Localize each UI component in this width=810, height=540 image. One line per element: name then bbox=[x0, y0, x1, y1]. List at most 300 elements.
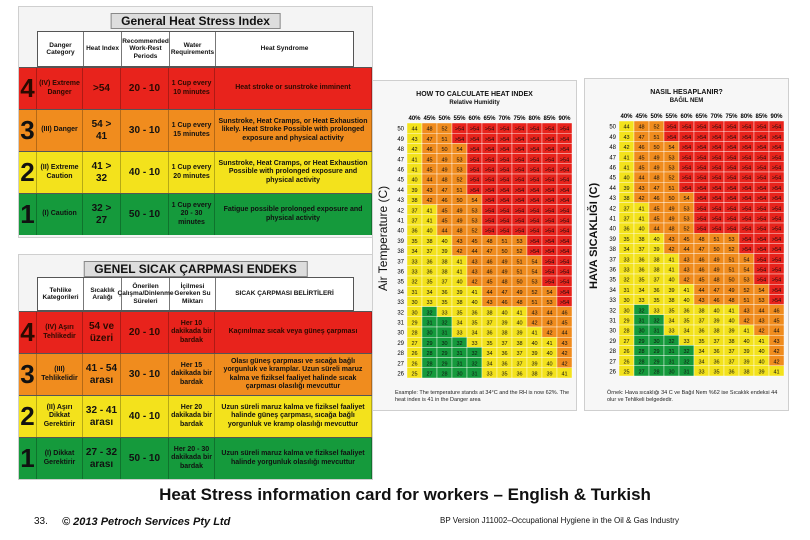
level-number: 2 bbox=[19, 396, 37, 437]
heat-index-value: 34 bbox=[456, 320, 463, 327]
heat-index-value: 53 bbox=[531, 279, 538, 286]
heat-index-value: 37 bbox=[486, 320, 493, 327]
heat-index-value: >54 bbox=[529, 157, 540, 164]
heat-index-value: >54 bbox=[469, 167, 480, 174]
danger-level-row bbox=[19, 67, 372, 109]
water-requirement: Her 20 dakikada bir bardak bbox=[169, 396, 215, 437]
heat-index-value: 28 bbox=[623, 328, 630, 335]
heat-index-value: >54 bbox=[741, 145, 752, 152]
heat-index-value: >54 bbox=[559, 126, 570, 133]
heat-index-value: >54 bbox=[484, 147, 495, 154]
heat-index-value: 51 bbox=[728, 257, 735, 264]
heat-index-value: >54 bbox=[484, 177, 495, 184]
temperature-tick: 34 bbox=[397, 289, 404, 296]
humidity-tick: 60% bbox=[468, 116, 481, 122]
heat-index-value: 37 bbox=[426, 249, 433, 256]
heat-index-value: 39 bbox=[728, 328, 735, 335]
heat-index-value: >54 bbox=[681, 145, 692, 152]
heat-index-value: 34 bbox=[623, 247, 630, 254]
heat-index-value: 29 bbox=[653, 349, 660, 356]
heat-index-value: 37 bbox=[623, 206, 630, 213]
heat-index-value: >54 bbox=[469, 126, 480, 133]
heat-index-value: >54 bbox=[771, 165, 782, 172]
heat-index-value: 45 bbox=[486, 279, 493, 286]
copyright-text: © 2013 Petroch Services Pty Ltd bbox=[62, 516, 231, 528]
heat-index-value: >54 bbox=[771, 267, 782, 274]
heat-index-value: 36 bbox=[501, 361, 508, 368]
heat-index-value: >54 bbox=[771, 196, 782, 203]
heat-index-value: 48 bbox=[713, 277, 720, 284]
heat-index-value: >54 bbox=[499, 228, 510, 235]
calc-example-note: Example: The temperature stands at 34°C and the RH is now 62%. The heat index is 41 in the Danger area bbox=[395, 389, 570, 403]
heat-index-value: 38 bbox=[531, 371, 538, 378]
temperature-tick: 40 bbox=[397, 228, 404, 235]
heat-syndrome: Kaçınılmaz sıcak veya güneş çarpması bbox=[215, 312, 372, 353]
heat-index-value: >54 bbox=[514, 147, 525, 154]
heat-index-value: 38 bbox=[743, 369, 750, 376]
header-cell: Danger Category bbox=[38, 32, 84, 66]
heat-index-value: >54 bbox=[771, 257, 782, 264]
danger-level-row bbox=[19, 311, 372, 353]
heat-index-value: 51 bbox=[743, 298, 750, 305]
temperature-tick: 35 bbox=[397, 279, 404, 286]
heat-index-value: >54 bbox=[696, 134, 707, 141]
heat-index-value: 39 bbox=[516, 330, 523, 337]
heat-index-value: >54 bbox=[741, 247, 752, 254]
heat-index-value: 35 bbox=[411, 238, 418, 245]
temperature-tick: 35 bbox=[609, 277, 616, 284]
heat-index-value: 46 bbox=[638, 145, 645, 152]
heat-index-value: 52 bbox=[456, 177, 463, 184]
heat-index-value: >54 bbox=[499, 218, 510, 225]
heat-index-value: >54 bbox=[514, 218, 525, 225]
heat-index-value: >54 bbox=[529, 238, 540, 245]
heat-index-value: 53 bbox=[668, 165, 675, 172]
humidity-tick: 70% bbox=[710, 114, 723, 120]
temperature-tick: 31 bbox=[609, 318, 616, 325]
heat-index-value: 44 bbox=[411, 126, 418, 133]
heat-index-value: 44 bbox=[441, 228, 448, 235]
humidity-tick: 40% bbox=[408, 116, 421, 122]
heat-index-value: 40 bbox=[623, 175, 630, 182]
temperature-tick: 43 bbox=[609, 196, 616, 203]
heat-index-value: >54 bbox=[711, 175, 722, 182]
heat-index-value: 47 bbox=[638, 134, 645, 141]
heat-index-value: 39 bbox=[743, 349, 750, 356]
humidity-tick: 75% bbox=[513, 116, 526, 122]
heat-index-value: >54 bbox=[681, 124, 692, 131]
heat-index-value: 40 bbox=[713, 308, 720, 315]
heat-index-value: 40 bbox=[728, 318, 735, 325]
heat-index-value: 52 bbox=[728, 247, 735, 254]
heat-index-value: 31 bbox=[653, 328, 660, 335]
heat-index-value: 31 bbox=[471, 371, 478, 378]
heat-index-value: 54 bbox=[743, 267, 750, 274]
heat-index-value: 39 bbox=[501, 320, 508, 327]
heat-index-value: 33 bbox=[411, 259, 418, 266]
heat-index-value: 46 bbox=[698, 267, 705, 274]
temperature-tick: 31 bbox=[397, 320, 404, 327]
heat-index-value: 47 bbox=[653, 185, 660, 192]
heat-index-value: 53 bbox=[456, 167, 463, 174]
heat-index-value: 38 bbox=[486, 310, 493, 317]
heat-index-value: 32 bbox=[638, 308, 645, 315]
heat-index-value: 49 bbox=[456, 218, 463, 225]
heat-index-value: >54 bbox=[726, 165, 737, 172]
heat-index-value: 41 bbox=[638, 216, 645, 223]
heat-index-value: 37 bbox=[411, 208, 418, 215]
heat-index-value: >54 bbox=[756, 175, 767, 182]
heat-index-value: >54 bbox=[559, 177, 570, 184]
heat-index-value: >54 bbox=[499, 136, 510, 143]
heat-index-value: >54 bbox=[529, 218, 540, 225]
work-rest-period: 40 - 10 bbox=[121, 152, 169, 193]
heat-index-value: 51 bbox=[501, 238, 508, 245]
heat-index-value: >54 bbox=[711, 206, 722, 213]
heat-index-value: 40 bbox=[758, 349, 765, 356]
humidity-tick: 50% bbox=[650, 114, 663, 120]
level-number: 1 bbox=[19, 438, 37, 479]
heat-index-value: 35 bbox=[441, 300, 448, 307]
heat-index-value: 41 bbox=[531, 330, 538, 337]
heat-index-value: 49 bbox=[653, 165, 660, 172]
heat-index-value: 35 bbox=[623, 236, 630, 243]
humidity-tick: 55% bbox=[453, 116, 466, 122]
temperature-tick: 49 bbox=[397, 136, 404, 143]
calc-example-note-tr: Örnek: Hava sıcaklığı 34 C ve Bağıl Nem %62 ise Sıcaklık endeksi 44 olur ve Tehlikeli belgededir. bbox=[607, 389, 778, 403]
temperature-tick: 42 bbox=[397, 208, 404, 215]
heat-index-value: 33 bbox=[638, 298, 645, 305]
heat-index-value: >54 bbox=[559, 259, 570, 266]
heat-index-value: 39 bbox=[531, 351, 538, 358]
heat-index-value: >54 bbox=[559, 157, 570, 164]
heat-index-value: 51 bbox=[728, 267, 735, 274]
heat-index-value: 49 bbox=[516, 289, 523, 296]
heat-index-value: >54 bbox=[499, 187, 510, 194]
heat-index-value: 52 bbox=[471, 228, 478, 235]
temperature-tick: 38 bbox=[397, 249, 404, 256]
heat-index-value: 35 bbox=[668, 308, 675, 315]
water-requirement: Her 15 dakikada bir bardak bbox=[169, 354, 215, 395]
heat-index-value: >54 bbox=[484, 167, 495, 174]
header-cell: Önerilen Çalışma/Dinlenme Süreleri bbox=[122, 278, 170, 310]
heat-index-value: 33 bbox=[411, 269, 418, 276]
heat-index-value: 41 bbox=[426, 208, 433, 215]
level-number: 1 bbox=[19, 194, 37, 235]
heat-index-value: 36 bbox=[411, 228, 418, 235]
heat-index-value: 35 bbox=[683, 318, 690, 325]
heat-index-value: >54 bbox=[559, 228, 570, 235]
heat-index-range: >54 bbox=[83, 68, 121, 109]
heat-index-value: 30 bbox=[441, 340, 448, 347]
heat-index-value: 53 bbox=[728, 236, 735, 243]
heat-index-value: >54 bbox=[741, 216, 752, 223]
heat-index-value: 49 bbox=[713, 267, 720, 274]
heat-index-value: >54 bbox=[741, 196, 752, 203]
heat-index-value: 34 bbox=[411, 249, 418, 256]
heat-index-value: 39 bbox=[546, 371, 553, 378]
heat-index-value: 42 bbox=[743, 318, 750, 325]
heat-index-value: >54 bbox=[726, 155, 737, 162]
heat-syndrome: Olası güneş çarpması ve sıcağa bağlı yorgunluk ve kramplar. Uzun süreli maruz kalma ve fiziksel faaliyet halinde sıcak çarpması olasılığı mevcuttur bbox=[215, 354, 372, 395]
heat-index-value: >54 bbox=[756, 236, 767, 243]
heat-index-value: 40 bbox=[743, 338, 750, 345]
heat-index-value: 31 bbox=[638, 318, 645, 325]
heat-index-value: >54 bbox=[559, 300, 570, 307]
temperature-tick: 30 bbox=[609, 328, 616, 335]
heat-index-value: >54 bbox=[756, 226, 767, 233]
heat-index-value: >54 bbox=[544, 228, 555, 235]
danger-category: (III) Tehlikelidir bbox=[37, 354, 83, 395]
heat-index-value: 42 bbox=[623, 145, 630, 152]
turkish-card-header bbox=[37, 277, 354, 311]
heat-index-value: 49 bbox=[668, 206, 675, 213]
heat-index-value: 47 bbox=[486, 249, 493, 256]
heat-index-value: 42 bbox=[471, 279, 478, 286]
heat-index-value: 31 bbox=[456, 361, 463, 368]
heat-index-value: 33 bbox=[668, 328, 675, 335]
heat-index-value: 26 bbox=[623, 359, 630, 366]
heat-index-value: >54 bbox=[771, 145, 782, 152]
heat-index-value: 32 bbox=[471, 361, 478, 368]
heat-index-value: >54 bbox=[756, 155, 767, 162]
heat-index-value: >54 bbox=[469, 157, 480, 164]
heat-index-value: >54 bbox=[544, 259, 555, 266]
heat-index-value: >54 bbox=[696, 175, 707, 182]
heat-index-value: 48 bbox=[728, 298, 735, 305]
heat-index-value: >54 bbox=[454, 126, 465, 133]
humidity-tick: 45% bbox=[423, 116, 436, 122]
heat-index-value: 50 bbox=[728, 277, 735, 284]
heat-index-value: >54 bbox=[666, 134, 677, 141]
heat-index-value: 45 bbox=[426, 167, 433, 174]
heat-index-value: 36 bbox=[426, 259, 433, 266]
humidity-tick: 65% bbox=[483, 116, 496, 122]
heat-index-value: 27 bbox=[638, 369, 645, 376]
heat-index-value: 48 bbox=[426, 126, 433, 133]
heat-index-value: 41 bbox=[743, 328, 750, 335]
heat-index-value: 43 bbox=[411, 136, 418, 143]
heat-index-value: 38 bbox=[501, 330, 508, 337]
heat-index-value: >54 bbox=[756, 185, 767, 192]
heat-index-range: 54 ve üzeri bbox=[83, 312, 121, 353]
slide-caption: Heat Stress information card for workers – English & Turkish bbox=[159, 485, 651, 504]
heat-index-value: 26 bbox=[623, 349, 630, 356]
slide-number: 33. bbox=[34, 516, 48, 527]
heat-index-value: >54 bbox=[529, 147, 540, 154]
heat-index-value: >54 bbox=[741, 124, 752, 131]
heat-index-value: >54 bbox=[741, 155, 752, 162]
heat-index-grid-english bbox=[391, 109, 575, 384]
header-cell: Sıcaklık Aralığı bbox=[84, 278, 122, 310]
english-card-header bbox=[37, 31, 354, 67]
heat-syndrome: Uzun süreli maruz kalma ve fiziksel faaliyet halinde güneş çarpması, sıcağa bağlı yorgunluk ve kramp olasılığı mevcuttur bbox=[215, 396, 372, 437]
temperature-tick: 42 bbox=[609, 206, 616, 213]
danger-category: (I) Dikkat Gerektirir bbox=[37, 438, 83, 479]
heat-index-value: 43 bbox=[638, 185, 645, 192]
heat-index-value: 38 bbox=[441, 259, 448, 266]
heat-index-value: >54 bbox=[771, 287, 782, 294]
heat-index-value: 40 bbox=[638, 226, 645, 233]
heat-index-value: >54 bbox=[756, 124, 767, 131]
heat-index-value: 40 bbox=[758, 359, 765, 366]
heat-index-value: 48 bbox=[516, 300, 523, 307]
heat-index-value: 43 bbox=[623, 134, 630, 141]
heat-index-value: 51 bbox=[713, 236, 720, 243]
heat-index-value: 34 bbox=[638, 287, 645, 294]
temperature-tick: 38 bbox=[609, 247, 616, 254]
water-requirement: 1 Cup every 15 minutes bbox=[169, 110, 215, 151]
heat-index-value: >54 bbox=[771, 206, 782, 213]
heat-index-value: 29 bbox=[653, 359, 660, 366]
heat-index-value: 54 bbox=[668, 145, 675, 152]
heat-index-value: >54 bbox=[741, 165, 752, 172]
heat-index-value: 31 bbox=[668, 349, 675, 356]
humidity-tick: 70% bbox=[498, 116, 511, 122]
heat-syndrome: Sunstroke, Heat Cramps, or Heat Exhaustion likely. Heat Stroke Possible with prolonged exposure and physical activity bbox=[215, 110, 372, 151]
heat-index-calc-card-turkish bbox=[584, 78, 789, 411]
danger-category: (IV) Aşırı Tehlikedir bbox=[37, 312, 83, 353]
temperature-tick: 46 bbox=[397, 167, 404, 174]
heat-index-value: >54 bbox=[559, 136, 570, 143]
heat-index-value: >54 bbox=[499, 208, 510, 215]
heat-index-value: 41 bbox=[668, 267, 675, 274]
heat-index-value: 52 bbox=[516, 249, 523, 256]
humidity-tick: 90% bbox=[558, 116, 571, 122]
heat-index-value: 32 bbox=[653, 318, 660, 325]
heat-index-value: 43 bbox=[743, 308, 750, 315]
heat-index-value: 37 bbox=[653, 277, 660, 284]
heat-index-value: 40 bbox=[411, 177, 418, 184]
heat-index-value: >54 bbox=[696, 155, 707, 162]
heat-index-value: 35 bbox=[471, 320, 478, 327]
temperature-tick: 47 bbox=[609, 155, 616, 162]
heat-index-value: 46 bbox=[653, 196, 660, 203]
bp-version-text: BP Version J11002–Occupational Hygiene in the Oil & Gas Industry bbox=[440, 516, 679, 525]
heat-index-value: 54 bbox=[531, 269, 538, 276]
heat-index-value: 49 bbox=[441, 167, 448, 174]
heat-index-value: 38 bbox=[441, 269, 448, 276]
temperature-tick: 37 bbox=[397, 259, 404, 266]
level-number: 4 bbox=[19, 312, 37, 353]
heat-index-value: >54 bbox=[711, 124, 722, 131]
heat-index-value: >54 bbox=[756, 206, 767, 213]
heat-index-value: 40 bbox=[653, 236, 660, 243]
heat-index-value: >54 bbox=[756, 145, 767, 152]
heat-index-value: 31 bbox=[668, 359, 675, 366]
heat-index-value: 42 bbox=[531, 320, 538, 327]
heat-index-value: 27 bbox=[623, 338, 630, 345]
heat-index-value: >54 bbox=[696, 165, 707, 172]
heat-index-value: 48 bbox=[653, 175, 660, 182]
water-requirement: Her 20 - 30 dakikada bir bardak bbox=[169, 438, 215, 479]
heat-index-value: 33 bbox=[623, 267, 630, 274]
heat-index-value: 40 bbox=[516, 320, 523, 327]
heat-index-value: >54 bbox=[499, 177, 510, 184]
heat-index-value: 52 bbox=[668, 175, 675, 182]
heat-index-value: 45 bbox=[773, 318, 780, 325]
water-requirement: 1 Cup every 20 minutes bbox=[169, 152, 215, 193]
heat-index-value: 47 bbox=[501, 289, 508, 296]
heat-index-value: 37 bbox=[623, 216, 630, 223]
heat-index-value: 44 bbox=[623, 124, 630, 131]
heat-index-value: 32 bbox=[683, 349, 690, 356]
heat-index-value: 40 bbox=[471, 300, 478, 307]
heat-index-value: >54 bbox=[559, 147, 570, 154]
heat-index-value: 41 bbox=[623, 155, 630, 162]
heat-index-value: 41 bbox=[516, 310, 523, 317]
heat-index-value: >54 bbox=[559, 289, 570, 296]
work-rest-period: 50 - 10 bbox=[121, 438, 169, 479]
heat-index-value: 45 bbox=[561, 320, 568, 327]
heat-index-value: >54 bbox=[544, 126, 555, 133]
heat-index-value: 29 bbox=[441, 351, 448, 358]
temperature-tick: 46 bbox=[609, 165, 616, 172]
heat-index-value: 51 bbox=[441, 136, 448, 143]
danger-level-row bbox=[19, 109, 372, 151]
humidity-tick: 85% bbox=[543, 116, 556, 122]
heat-index-value: >54 bbox=[529, 126, 540, 133]
heat-index-value: 29 bbox=[426, 340, 433, 347]
humidity-label-tr: BAĞIL NEM bbox=[669, 98, 704, 104]
heat-index-value: >54 bbox=[726, 145, 737, 152]
heat-index-value: 36 bbox=[471, 310, 478, 317]
heat-index-value: 44 bbox=[638, 175, 645, 182]
heat-index-value: 49 bbox=[653, 155, 660, 162]
heat-index-value: 28 bbox=[638, 359, 645, 366]
heat-index-value: >54 bbox=[681, 155, 692, 162]
heat-index-range: 32 > 27 bbox=[83, 194, 121, 235]
heat-index-value: >54 bbox=[529, 136, 540, 143]
heat-index-value: >54 bbox=[681, 165, 692, 172]
humidity-tick: 80% bbox=[740, 114, 753, 120]
heat-index-value: 44 bbox=[758, 308, 765, 315]
heat-index-value: 35 bbox=[638, 277, 645, 284]
heat-index-value: 41 bbox=[758, 338, 765, 345]
heat-index-value: >54 bbox=[741, 175, 752, 182]
heat-index-value: 39 bbox=[758, 369, 765, 376]
heat-index-value: >54 bbox=[514, 177, 525, 184]
heat-index-value: >54 bbox=[756, 247, 767, 254]
heat-index-value: 30 bbox=[638, 328, 645, 335]
heat-index-value: 39 bbox=[531, 361, 538, 368]
heat-index-value: 52 bbox=[683, 226, 690, 233]
heat-index-value: 29 bbox=[411, 320, 418, 327]
heat-index-value: >54 bbox=[514, 167, 525, 174]
heat-index-value: >54 bbox=[499, 157, 510, 164]
heat-index-value: >54 bbox=[771, 155, 782, 162]
heat-index-range: 41 - 54 arası bbox=[83, 354, 121, 395]
heat-index-value: 37 bbox=[411, 218, 418, 225]
heat-index-value: 30 bbox=[411, 310, 418, 317]
heat-index-value: >54 bbox=[771, 175, 782, 182]
heat-index-value: 48 bbox=[456, 228, 463, 235]
heat-index-value: >54 bbox=[514, 198, 525, 205]
heat-index-value: 45 bbox=[426, 157, 433, 164]
heat-index-value: >54 bbox=[726, 206, 737, 213]
heat-index-value: 50 bbox=[501, 249, 508, 256]
heat-index-value: >54 bbox=[544, 177, 555, 184]
heat-index-value: 28 bbox=[411, 330, 418, 337]
heat-index-value: 37 bbox=[713, 338, 720, 345]
heat-index-value: >54 bbox=[681, 134, 692, 141]
heat-index-value: 41 bbox=[471, 289, 478, 296]
work-rest-period: 20 - 10 bbox=[121, 68, 169, 109]
temperature-tick: 36 bbox=[397, 269, 404, 276]
heat-index-value: 47 bbox=[698, 247, 705, 254]
heat-index-value: 33 bbox=[486, 371, 493, 378]
heat-index-value: 43 bbox=[698, 298, 705, 305]
